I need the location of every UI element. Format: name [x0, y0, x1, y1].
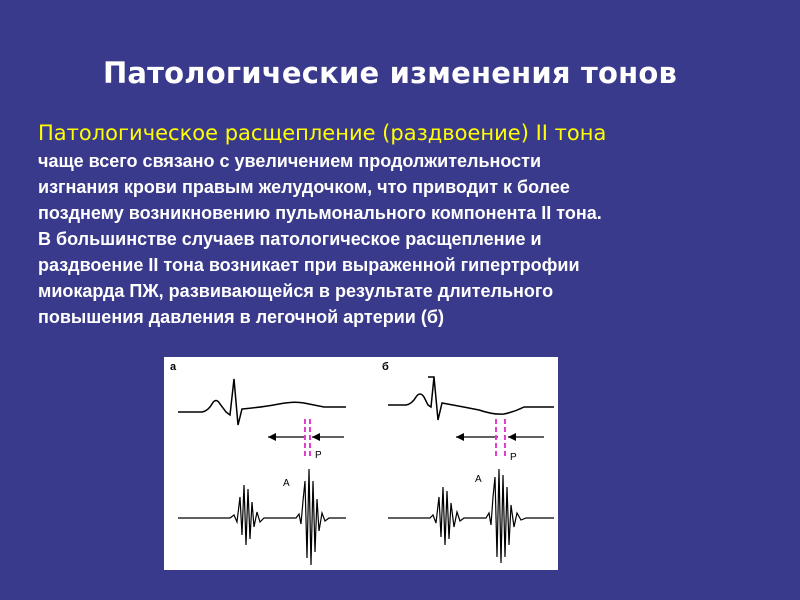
panel-a — [170, 361, 346, 565]
description-line: чаще всего связано с увеличением продолжительности — [38, 151, 542, 171]
panel-b-label: б — [382, 361, 389, 373]
description-line: В большинстве случаев патологическое расщепление и — [38, 229, 542, 249]
panel-b — [382, 361, 554, 563]
panel-a-label: а — [170, 361, 177, 373]
description-line: изгнания крови правым желудочком, что приводит к более — [38, 177, 570, 197]
label-p-component: P — [315, 450, 322, 461]
description-line: позднему возникновению пульмонального компонента II тона. — [38, 203, 602, 223]
slide-subtitle: Патологическое расщепление (раздвоение) II тона — [38, 121, 607, 145]
description-line: миокарда ПЖ, развивающейся в результате длительного — [38, 281, 554, 301]
label-a-component: A — [283, 478, 290, 489]
pcg-trace-a — [178, 469, 346, 565]
description-line: повышения давления в легочной артерии (б) — [38, 307, 444, 327]
label-p-component: P — [510, 452, 517, 463]
text-block — [38, 120, 778, 330]
description-paragraph — [38, 148, 778, 330]
phonocardiogram-figure — [164, 357, 558, 570]
ecg-trace-b — [388, 377, 554, 420]
slide-title: Патологические изменения тонов — [102, 56, 678, 90]
pcg-trace-b — [388, 469, 554, 563]
description-line: раздвоение II тона возникает при выраженной гипертрофии — [38, 255, 580, 275]
label-a-component: A — [475, 474, 482, 485]
ecg-trace-a — [178, 379, 346, 425]
